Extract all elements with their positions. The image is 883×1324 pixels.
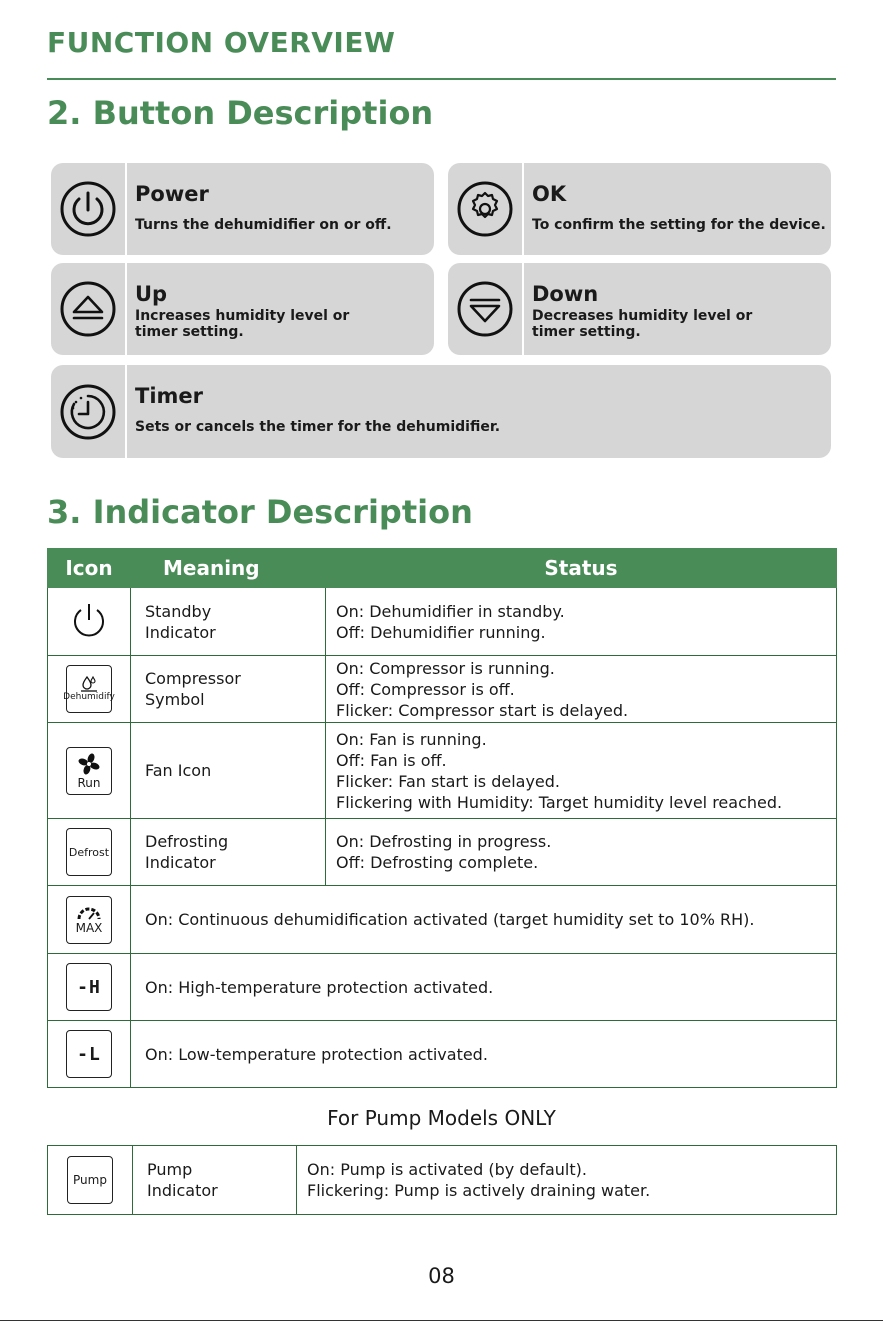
page-number: 08 — [428, 1264, 455, 1288]
pump-icon — [67, 1156, 113, 1204]
max-icon — [66, 896, 112, 944]
meaning-text: Indicator — [147, 1181, 218, 1200]
max-icon-label: MAX — [75, 920, 103, 935]
dehumidify-icon — [63, 665, 115, 713]
pump-icon-label: Pump — [73, 1173, 107, 1187]
dehumidify-icon-label: Dehumidify — [63, 692, 115, 702]
column-header-meaning: Meaning — [131, 549, 326, 588]
table-row — [48, 656, 837, 723]
indicator-description-heading: 3. Indicator Description — [47, 493, 473, 531]
meaning-text: Pump — [147, 1160, 193, 1179]
meaning-text: Defrosting — [145, 832, 229, 851]
meaning-text: Indicator — [145, 622, 216, 642]
down-button-card — [448, 263, 831, 355]
up-triangle-icon — [59, 280, 117, 338]
standby-power-icon — [69, 600, 109, 640]
fan-icon — [66, 747, 112, 795]
pump-indicator-table — [47, 1145, 837, 1215]
up-card-title: Up — [135, 282, 168, 306]
meaning-text: Compressor — [145, 669, 241, 688]
header-divider — [47, 78, 836, 80]
ok-card-title: OK — [532, 182, 567, 206]
status-text: On: Defrosting in progress. — [336, 832, 552, 851]
high-temp-icon-label: -H — [77, 976, 101, 998]
power-card-description: Turns the dehumidifier on or off. — [135, 217, 392, 233]
fan-icon-label: Run — [77, 775, 101, 790]
down-card-description: Decreases humidity level or timer setting. — [532, 308, 753, 340]
high-temp-icon — [66, 963, 112, 1011]
status-text: Off: Compressor is off. — [336, 679, 515, 699]
gear-icon — [456, 180, 514, 238]
table-row — [48, 588, 837, 656]
low-temp-status-text: On: Low-temperature protection activated. — [131, 1021, 837, 1088]
status-text: Off: Dehumidifier running. — [336, 622, 546, 642]
max-status-text: On: Continuous dehumidification activated (target humidity set to 10% RH). — [131, 886, 837, 954]
low-temp-icon-label: -L — [77, 1043, 101, 1065]
down-triangle-icon — [456, 280, 514, 338]
table-row — [48, 954, 837, 1021]
status-text: Flicker: Compressor start is delayed. — [336, 700, 629, 720]
power-button-card — [51, 163, 434, 255]
ok-card-description: To confirm the setting for the device. — [532, 217, 826, 233]
table-row — [48, 886, 837, 954]
indicator-table — [47, 548, 837, 1088]
ok-button-card — [448, 163, 831, 255]
column-header-status: Status — [326, 549, 837, 588]
status-text: Off: Fan is off. — [336, 750, 447, 770]
table-row — [48, 1021, 837, 1088]
status-text: Flicker: Fan start is delayed. — [336, 771, 560, 791]
low-temp-icon — [66, 1030, 112, 1078]
high-temp-status-text: On: High-temperature protection activated. — [131, 954, 837, 1021]
status-text: Off: Defrosting complete. — [336, 853, 539, 872]
up-card-description: Increases humidity level or timer setting. — [135, 308, 350, 340]
table-row — [48, 819, 837, 886]
table-row — [48, 723, 837, 819]
timer-card-description: Sets or cancels the timer for the dehumidifier. — [135, 419, 501, 435]
power-card-title: Power — [135, 182, 209, 206]
button-description-heading: 2. Button Description — [47, 94, 434, 132]
timer-button-card — [51, 365, 831, 458]
status-text: Flickering: Pump is actively draining water. — [307, 1181, 651, 1200]
status-text: On: Fan is running. — [336, 729, 487, 749]
bottom-divider — [0, 1320, 883, 1321]
up-button-card — [51, 263, 434, 355]
status-text: On: Compressor is running. — [336, 658, 555, 678]
timer-icon — [59, 383, 117, 441]
status-text: On: Pump is activated (by default). — [307, 1160, 587, 1179]
defrost-icon — [66, 828, 112, 876]
column-header-icon: Icon — [48, 549, 131, 588]
table-row — [48, 1146, 837, 1215]
down-card-title: Down — [532, 282, 599, 306]
page-header-title: FUNCTION OVERVIEW — [47, 26, 396, 59]
table-header-row — [48, 549, 837, 588]
timer-card-title: Timer — [135, 384, 204, 408]
meaning-text: Fan Icon — [145, 761, 212, 780]
status-text: Flickering with Humidity: Target humidity level reached. — [336, 792, 783, 812]
pump-models-heading: For Pump Models ONLY — [327, 1106, 556, 1130]
meaning-text: Indicator — [145, 853, 216, 872]
power-icon — [59, 180, 117, 238]
meaning-text: Standby — [145, 601, 212, 621]
defrost-icon-label: Defrost — [68, 845, 110, 859]
meaning-text: Symbol — [145, 690, 205, 709]
status-text: On: Dehumidifier in standby. — [336, 601, 565, 621]
